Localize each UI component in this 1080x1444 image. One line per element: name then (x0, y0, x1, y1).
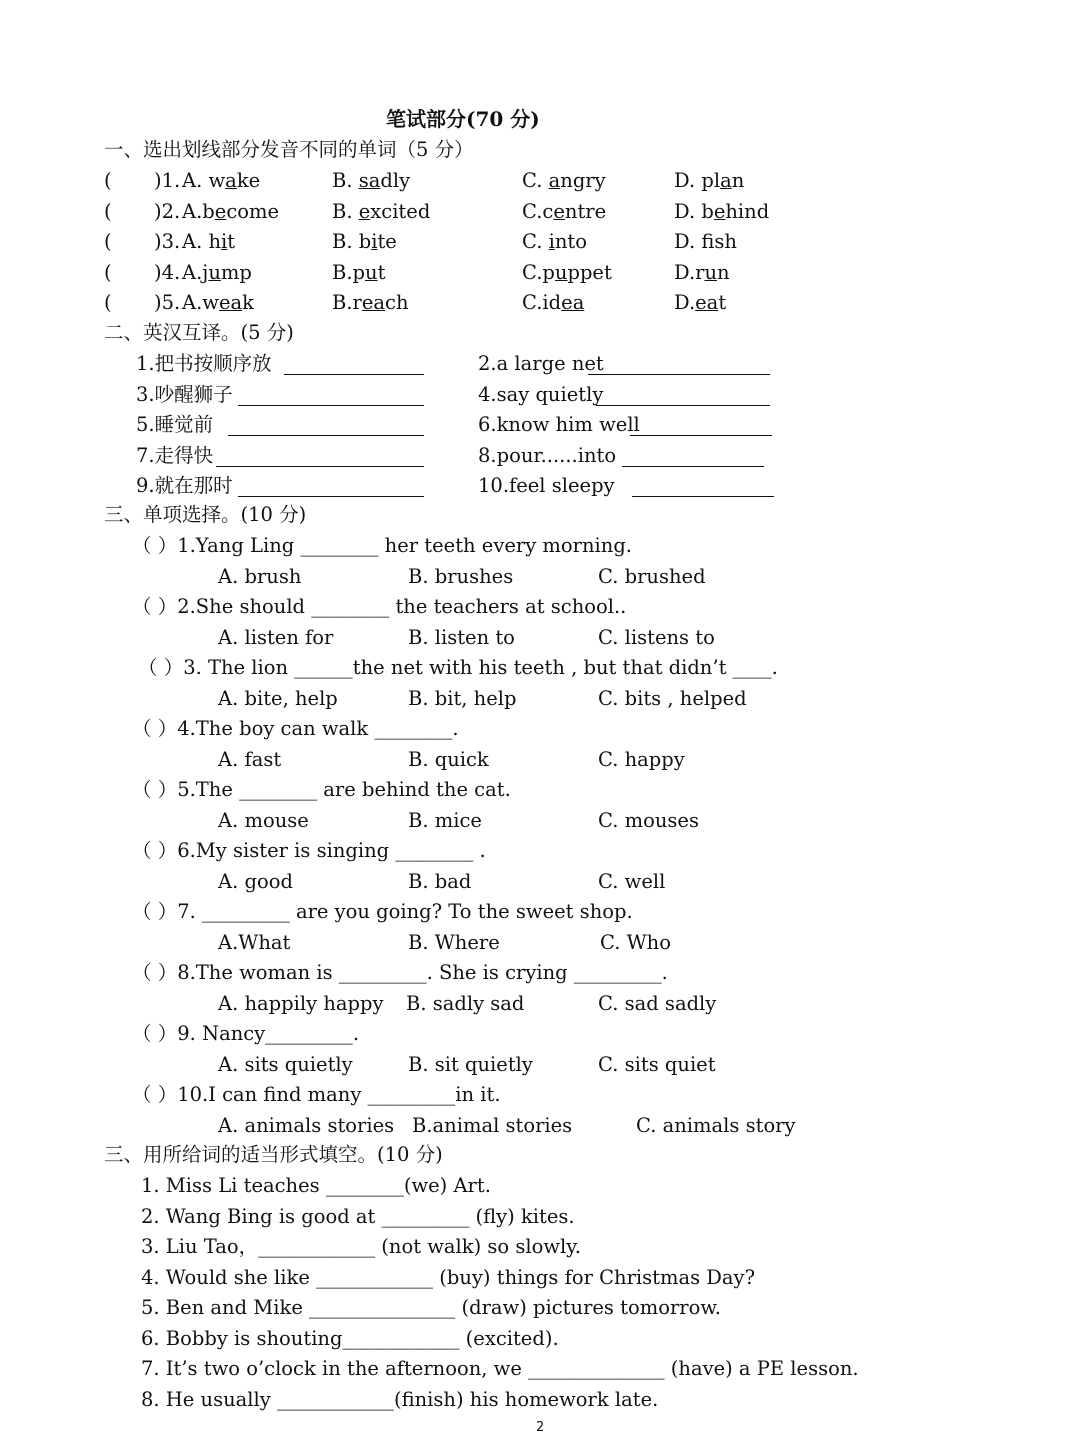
fill-in-item: 8. He usually ____________(finish) his homework late. (141, 1387, 659, 1411)
choice-option-a[interactable]: A. animals stories (218, 1113, 395, 1137)
choice-option-b[interactable]: B. sit quietly (408, 1052, 533, 1076)
option-d (674, 288, 726, 318)
option-b-pre: B.r (332, 291, 362, 314)
choice-option-b[interactable]: B. sadly sad (406, 991, 525, 1015)
option-c (522, 197, 606, 227)
choice-option-c[interactable]: C. sad sadly (598, 991, 717, 1015)
option-b-pre: B. (332, 199, 359, 223)
choice-option-a[interactable]: A.What (218, 930, 291, 954)
pronunciation-question (104, 288, 804, 318)
option-c (522, 288, 584, 318)
answer-bracket[interactable]: ( (104, 260, 112, 284)
fill-in-item: 4. Would she like ____________ (buy) things for Christmas Day? (141, 1265, 756, 1289)
option-a-pre: A. h (182, 230, 222, 253)
question-number: )5. (154, 291, 181, 314)
option-d-post: sh (714, 230, 737, 253)
option-c (522, 166, 606, 196)
option-b (332, 258, 385, 288)
section2-heading: 二、英汉互译。(5 分) (104, 321, 294, 344)
option-a-pre: A.j (182, 260, 209, 284)
option-a-post: ke (236, 169, 261, 192)
option-d (674, 258, 730, 288)
option-c-underlined-letters: e (553, 199, 565, 223)
option-a-pre: A.b (182, 199, 215, 223)
answer-blank[interactable] (630, 416, 772, 436)
choice-option-c[interactable]: C. sits quiet (598, 1052, 716, 1076)
choice-question-stem: （ ）6.My sister is singing ________ . (132, 839, 486, 862)
answer-bracket[interactable]: ( (104, 199, 112, 223)
option-c (522, 227, 587, 257)
page-title: 笔试部分(70 分) (386, 107, 540, 131)
option-b-underlined-letters: u (365, 260, 378, 284)
option-c-underlined-letters: i (548, 230, 555, 253)
option-d (674, 166, 744, 196)
choice-question-stem: （ ）1.Yang Ling ________ her teeth every morning. (132, 534, 633, 557)
option-a (182, 227, 235, 257)
question-number: )4. (154, 260, 181, 284)
option-c-pre: C. (522, 230, 549, 253)
choice-option-a[interactable]: A. brush (218, 564, 302, 588)
choice-option-a[interactable]: A. happily happy (218, 991, 384, 1015)
option-b (332, 288, 409, 318)
option-a-underlined-letters: i (221, 230, 228, 253)
option-a-underlined-letters: e (214, 199, 227, 223)
option-a (182, 258, 252, 288)
choice-question-stem: （ ）3. The lion ______the net with his teeth , but that didn’t ____. (138, 656, 778, 679)
fill-in-item: 3. Liu Tao，____________ (not walk) so slowly. (141, 1235, 581, 1258)
translation-item-en-zh: 8.pour......into (478, 443, 617, 467)
option-d-post: hind (725, 199, 770, 223)
option-b-pre: B. b (332, 230, 372, 253)
option-b-underlined-letters: i (371, 230, 378, 253)
translation-item-en-zh: 10.feel sleepy (478, 474, 615, 497)
choice-option-c[interactable]: C. brushed (598, 564, 706, 588)
option-a (182, 166, 260, 196)
question-number: )3. (154, 230, 181, 253)
option-b-post: xcited (370, 199, 431, 223)
choice-option-a[interactable]: A. sits quietly (218, 1052, 353, 1076)
translation-item-en-zh: 4.say quietly (478, 382, 604, 406)
translation-item-en-zh: 6.know him well (478, 413, 640, 436)
answer-blank[interactable] (588, 355, 770, 375)
choice-option-c[interactable]: C. listens to (598, 625, 715, 649)
pronunciation-question (104, 227, 804, 257)
question-number: )1. (154, 169, 181, 192)
option-d (674, 197, 769, 227)
choice-option-b[interactable]: B. brushes (408, 564, 514, 588)
choice-option-a[interactable]: A. mouse (218, 808, 309, 832)
choice-question-stem: （ ）8.The woman is _________. She is crying _________. (132, 961, 668, 984)
option-a-underlined-letters: a (225, 169, 237, 192)
option-d-underlined-letters: ea (695, 291, 719, 314)
choice-option-c[interactable]: C. happy (598, 747, 685, 771)
translation-item-zh-en: 9.就在那时 (136, 474, 233, 497)
choice-question-stem: （ ）5.The ________ are behind the cat. (132, 778, 511, 801)
option-c-underlined-letters: ea (561, 291, 585, 314)
option-a-post: k (242, 291, 254, 314)
option-d-underlined-letters: e (713, 199, 726, 223)
option-d-pre: D. (674, 291, 696, 314)
answer-blank[interactable] (632, 477, 774, 497)
choice-option-b[interactable]: B. quick (408, 747, 489, 771)
option-b-pre: B.p (332, 260, 366, 284)
option-d-underlined-letters: u (704, 260, 718, 284)
option-d-pre: D. pl (674, 169, 721, 192)
option-a-post: t (227, 230, 236, 253)
option-d-pre: D.r (674, 260, 705, 284)
option-a-underlined-letters: u (208, 260, 221, 284)
option-b (332, 166, 410, 196)
pronunciation-question (104, 258, 804, 288)
option-b-post: te (377, 230, 397, 253)
answer-blank[interactable] (216, 447, 424, 467)
translation-item-zh-en: 7.走得快 (136, 443, 214, 467)
choice-option-b[interactable]: B. bad (408, 869, 472, 893)
option-c (522, 258, 612, 288)
section1-heading: 一、选出划线部分发音不同的单词（5 分） (104, 138, 474, 161)
choice-option-b[interactable]: B. listen to (408, 625, 515, 649)
option-d-underlined-letters: a (720, 169, 732, 192)
choice-question-stem: （ ）7. _________ are you going? To the sweet shop. (132, 900, 633, 923)
choice-question-stem: （ ）9. Nancy_________. (132, 1022, 360, 1045)
option-d-post: n (717, 260, 730, 284)
option-d-pre: D. b (674, 199, 714, 223)
choice-question-stem: （ ）4.The boy can walk ________. (132, 717, 459, 740)
option-d-post: t (718, 291, 727, 314)
option-b-post: dly (380, 169, 411, 192)
choice-question-stem: （ ）2.She should ________ the teachers at school.. (132, 595, 627, 618)
choice-option-a[interactable]: A. bite, help (218, 686, 338, 710)
answer-blank[interactable] (238, 477, 424, 497)
option-c-post: ngry (560, 169, 606, 192)
question-number: )2. (154, 199, 181, 223)
option-c-post: ntre (564, 199, 607, 223)
section4-heading: 三、用所给词的适当形式填空。(10 分) (104, 1143, 443, 1166)
section3-heading: 三、单项选择。(10 分) (104, 503, 307, 526)
option-d-pre: D. f (674, 230, 715, 253)
choice-option-b[interactable]: B. bit, help (408, 686, 517, 710)
option-b-pre: B. (332, 169, 359, 192)
choice-option-a[interactable]: A. fast (218, 747, 282, 771)
fill-in-item: 5. Ben and Mike _______________ (draw) pictures tomorrow. (141, 1296, 721, 1319)
fill-in-item: 2. Wang Bing is good at _________ (fly) kites. (141, 1204, 575, 1228)
choice-option-a[interactable]: A. listen for (218, 625, 334, 649)
choice-option-b[interactable]: B. mice (408, 808, 482, 832)
answer-blank[interactable] (228, 416, 424, 436)
option-b-post: t (377, 260, 386, 284)
option-c-post: ppet (567, 260, 612, 284)
choice-option-c[interactable]: C. Who (600, 930, 671, 954)
answer-blank[interactable] (284, 355, 424, 375)
option-c-pre: C.c (522, 199, 554, 223)
option-a-pre: A.w (182, 291, 219, 314)
translation-item-zh-en: 3.吵醒狮子 (136, 382, 233, 406)
option-a-underlined-letters: ea (218, 291, 243, 314)
answer-bracket[interactable]: ( (104, 291, 112, 314)
choice-option-a[interactable]: A. good (218, 869, 293, 893)
answer-blank[interactable] (238, 386, 424, 406)
option-a (182, 288, 254, 318)
option-c-underlined-letters: u (554, 260, 568, 284)
choice-option-c[interactable]: C. bits , helped (598, 686, 747, 710)
option-d (674, 227, 737, 257)
option-b-underlined-letters: e (358, 199, 371, 223)
translation-item-zh-en: 5.睡觉前 (136, 413, 214, 436)
option-c-post: nto (554, 230, 588, 253)
option-a-post: come (226, 199, 280, 223)
option-a (182, 197, 279, 227)
pronunciation-question (104, 197, 804, 227)
option-b-post: ch (385, 291, 409, 314)
option-c-pre: C.p (522, 260, 555, 284)
choice-option-b[interactable]: B. Where (408, 930, 500, 954)
choice-question-stem: （ ）10.I can find many _________in it. (132, 1083, 501, 1106)
option-c-underlined-letters: a (548, 169, 561, 192)
translation-item-en-zh: 2.a large net (478, 352, 604, 375)
fill-in-item: 7. It’s two o’clock in the afternoon, we ______________ (have) a PE lesson. (141, 1357, 859, 1380)
option-b-underlined-letters: sa (358, 169, 381, 192)
fill-in-item: 6. Bobby is shouting____________ (excited). (141, 1326, 559, 1350)
option-c-pre: C. (522, 169, 549, 192)
option-b-underlined-letters: ea (361, 291, 386, 314)
pronunciation-question (104, 166, 804, 196)
choice-option-c[interactable]: C. animals story (636, 1113, 796, 1137)
option-a-pre: A. w (182, 169, 226, 192)
option-b (332, 197, 430, 227)
option-b (332, 227, 397, 257)
page-number: 2 (536, 1420, 545, 1435)
answer-blank[interactable] (622, 447, 764, 467)
option-c-pre: C.id (522, 291, 562, 314)
option-d-post: n (731, 169, 745, 192)
answer-bracket[interactable]: ( (104, 169, 112, 192)
choice-option-b[interactable]: B.animal stories (412, 1113, 573, 1137)
choice-option-c[interactable]: C. well (598, 869, 666, 893)
choice-option-c[interactable]: C. mouses (598, 808, 699, 832)
translation-item-zh-en: 1.把书按顺序放 (136, 352, 272, 375)
fill-in-item: 1. Miss Li teaches ________(we) Art. (141, 1174, 491, 1197)
answer-bracket[interactable]: ( (104, 230, 112, 253)
answer-blank[interactable] (596, 386, 770, 406)
option-a-post: mp (220, 260, 252, 284)
